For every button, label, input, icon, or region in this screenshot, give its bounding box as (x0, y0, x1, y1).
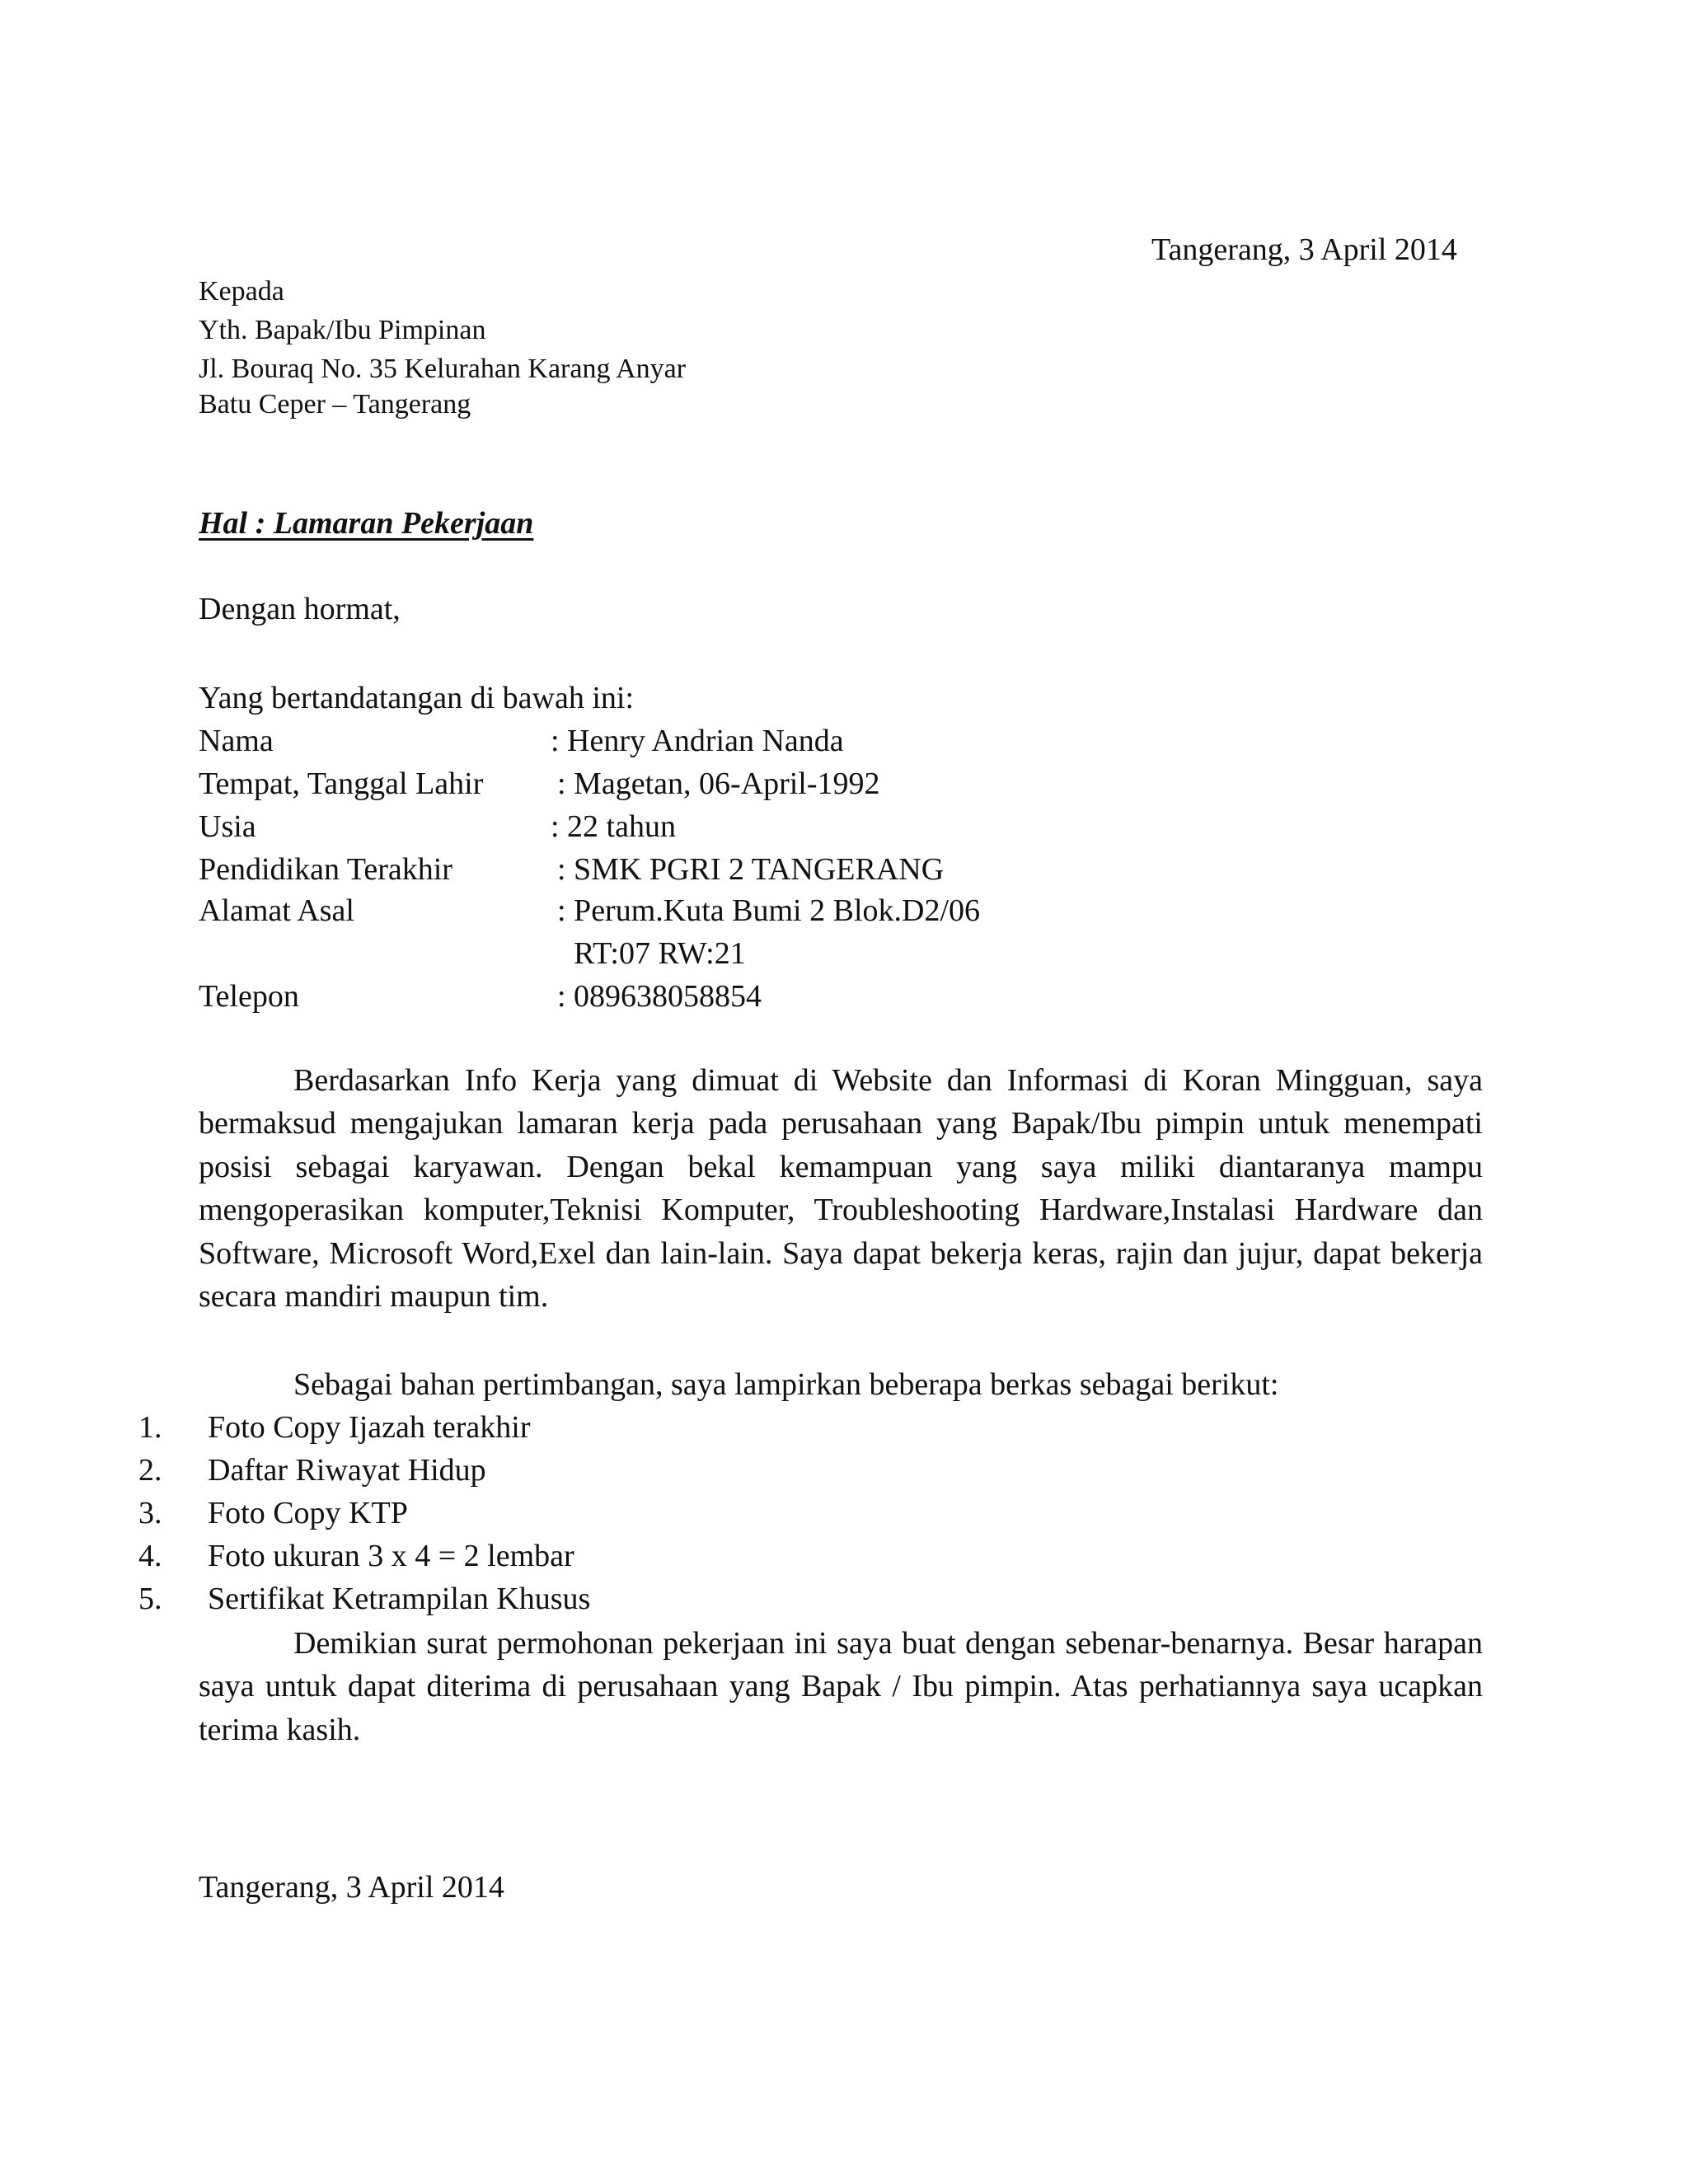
list-text: Foto ukuran 3 x 4 = 2 lembar (208, 1539, 574, 1573)
body-paragraph-2: Sebagai bahan pertimbangan, saya lampirkan beberapa berkas sebagai berikut: (293, 1367, 1279, 1402)
pendidikan-value: : SMK PGRI 2 TANGERANG (557, 852, 945, 887)
ttl-label: Tempat, Tanggal Lahir (199, 766, 484, 801)
alamat-label: Alamat Asal (199, 893, 354, 928)
list-number: 1. (138, 1410, 162, 1445)
alamat-value-rt-rw: RT:07 RW:21 (574, 936, 746, 971)
list-number: 2. (138, 1453, 162, 1488)
telepon-label: Telepon (199, 979, 299, 1014)
ttl-value: : Magetan, 06-April-1992 (557, 766, 880, 801)
list-number: 4. (138, 1539, 162, 1573)
nama-label: Nama (199, 724, 274, 758)
list-item (138, 1409, 531, 1446)
body-paragraph-1: Berdasarkan Info Kerja yang dimuat di Website dan Informasi di Koran Mingguan, saya bermaksud mengajukan lamaran kerja pada perusahaan yang Bapak/Ibu pimpin untuk menempati posisi sebagai karyawan. Dengan bekal kemampuan yang saya miliki diantaranya mampu mengoperasikan komputer,Teknisi Komputer, Troubleshooting Hardware,Instalasi Hardware dan Software, Microsoft Word,Exel dan lain-lain. Saya dapat bekerja keras, rajin dan jujur, dapat bekerja secara mandiri maupun tim. (199, 1063, 1483, 1315)
greeting: Dengan hormat, (199, 592, 401, 626)
intro-line: Yang bertandatangan di bawah ini: (199, 681, 635, 715)
list-number: 5. (138, 1582, 162, 1616)
letter-date-bottom: Tangerang, 3 April 2014 (199, 1870, 504, 1905)
recipient-address: Jl. Bouraq No. 35 Kelurahan Karang Anyar (199, 354, 687, 384)
body-paragraph-3: Demikian surat permohonan pekerjaan ini saya buat dengan sebenar-benarnya. Besar harapan saya untuk dapat diterima di perusahaan yang Bapak / Ibu pimpin. Atas perhatiannya saya ucapkan terima kasih. (199, 1626, 1483, 1747)
recipient-city: Batu Ceper – Tangerang (199, 389, 471, 419)
recipient-line-1: Kepada (199, 276, 284, 307)
list-text: Sertifikat Ketrampilan Khusus (208, 1582, 591, 1616)
list-text: Foto Copy KTP (208, 1496, 408, 1530)
list-item (138, 1452, 486, 1488)
list-item (138, 1495, 408, 1531)
list-text: Daftar Riwayat Hidup (208, 1453, 486, 1488)
pendidikan-label: Pendidikan Terakhir (199, 852, 452, 887)
list-number: 3. (138, 1496, 162, 1530)
letter-date-top: Tangerang, 3 April 2014 (1151, 232, 1457, 267)
letter-subject: Hal : Lamaran Pekerjaan (199, 506, 534, 541)
usia-value: : 22 tahun (551, 809, 676, 844)
telepon-value: : 089638058854 (557, 979, 762, 1014)
usia-label: Usia (199, 809, 256, 844)
nama-value: : Henry Andrian Nanda (551, 724, 844, 758)
list-item (138, 1581, 590, 1617)
list-item (138, 1538, 574, 1574)
list-text: Foto Copy Ijazah terakhir (208, 1410, 531, 1445)
recipient-line-2: Yth. Bapak/Ibu Pimpinan (199, 315, 486, 345)
alamat-value: : Perum.Kuta Bumi 2 Blok.D2/06 (557, 893, 980, 928)
